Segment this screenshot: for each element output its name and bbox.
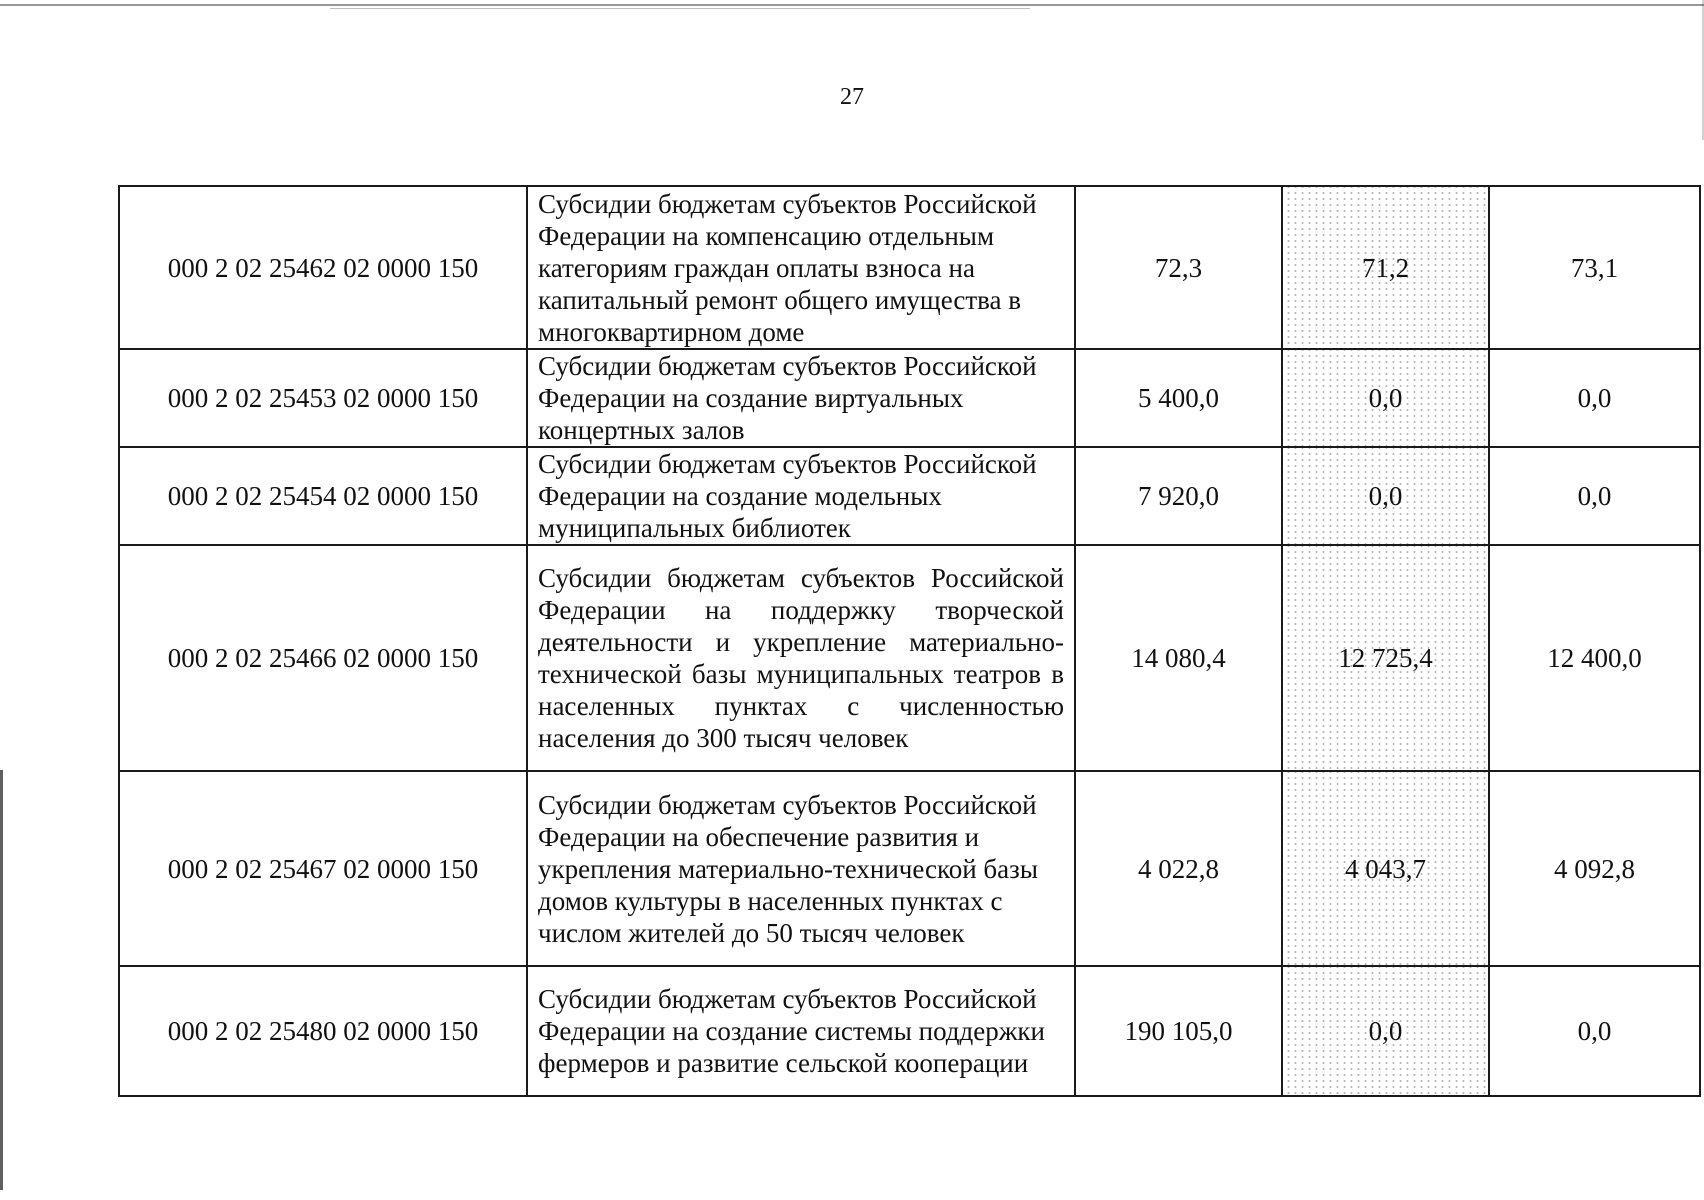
budget-code: 000 2 02 25454 02 0000 150: [119, 447, 527, 545]
value-cell: 4 022,8: [1075, 771, 1282, 966]
budget-description: Субсидии бюджетам субъектов Российской Федерации на создание системы поддержки фермеров и развитие сельской кооперации: [527, 966, 1075, 1096]
scan-edge-top: [0, 4, 1704, 6]
budget-code: 000 2 02 25466 02 0000 150: [119, 545, 527, 771]
table-row: [119, 186, 1700, 349]
value-cell: 0,0: [1282, 966, 1489, 1096]
value-cell: 0,0: [1282, 447, 1489, 545]
budget-code: 000 2 02 25453 02 0000 150: [119, 349, 527, 447]
value-cell: 12 400,0: [1489, 545, 1700, 771]
table-row: [119, 966, 1700, 1096]
value-cell: 71,2: [1282, 186, 1489, 349]
budget-description: Субсидии бюджетам субъектов Российской Федерации на создание модельных муниципальных библиотек: [527, 447, 1075, 545]
value-cell: 14 080,4: [1075, 545, 1282, 771]
table-row: [119, 447, 1700, 545]
budget-description: Субсидии бюджетам субъектов Российской Федерации на создание виртуальных концертных залов: [527, 349, 1075, 447]
value-cell: 4 043,7: [1282, 771, 1489, 966]
budget-description: Субсидии бюджетам субъектов Российской Федерации на поддержку творческой деятельности и укрепление материально-технической базы муниципальных театров в населенных пунктах с численностью населения до 300 тысяч человек: [527, 545, 1075, 771]
value-cell: 5 400,0: [1075, 349, 1282, 447]
budget-description: Субсидии бюджетам субъектов Российской Федерации на компенсацию отдельным категориям граждан оплаты взноса на капитальный ремонт общего имущества в многоквартирном доме: [527, 186, 1075, 349]
value-cell: 4 092,8: [1489, 771, 1700, 966]
scan-edge-top-faint: [330, 8, 1030, 9]
table-row: [119, 545, 1700, 771]
value-cell: 190 105,0: [1075, 966, 1282, 1096]
value-cell: 0,0: [1489, 447, 1700, 545]
value-cell: 12 725,4: [1282, 545, 1489, 771]
value-cell: 73,1: [1489, 186, 1700, 349]
value-cell: 72,3: [1075, 186, 1282, 349]
page-number: 27: [840, 84, 864, 110]
value-cell: 0,0: [1282, 349, 1489, 447]
budget-code: 000 2 02 25462 02 0000 150: [119, 186, 527, 349]
value-cell: 0,0: [1489, 966, 1700, 1096]
table-row: [119, 349, 1700, 447]
budget-code: 000 2 02 25467 02 0000 150: [119, 771, 527, 966]
value-cell: 0,0: [1489, 349, 1700, 447]
budget-code: 000 2 02 25480 02 0000 150: [119, 966, 527, 1096]
budget-description: Субсидии бюджетам субъектов Российской Федерации на обеспечение развития и укрепления материально-технической базы домов культуры в населенных пунктах с числом жителей до 50 тысяч человек: [527, 771, 1075, 966]
table-row: [119, 771, 1700, 966]
scan-edge-left: [0, 770, 3, 1190]
budget-table: [118, 185, 1701, 1097]
value-cell: 7 920,0: [1075, 447, 1282, 545]
